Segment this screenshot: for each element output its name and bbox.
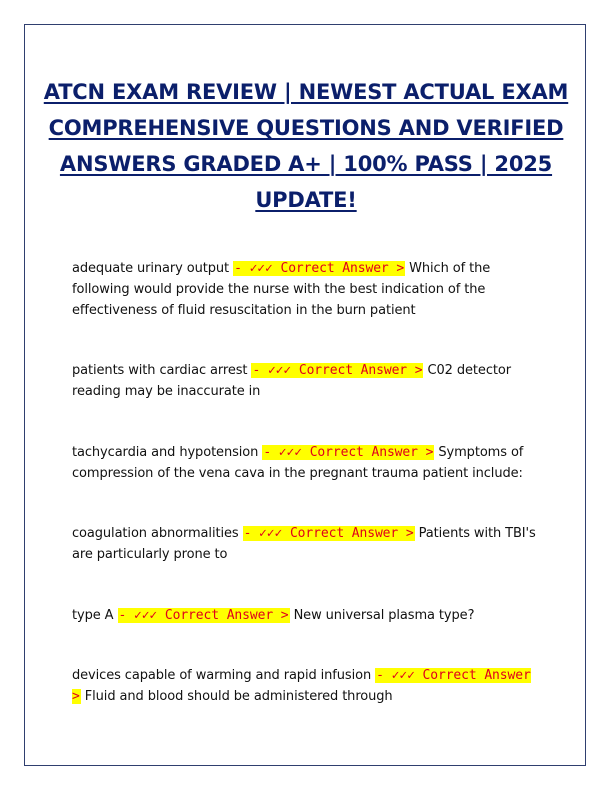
question-text: Symptoms of compression of the vena cava in the pregnant trauma patient include: <box>72 445 524 481</box>
qa-entry <box>72 360 540 402</box>
correct-answer-marker: - ✓✓✓ Correct Answer > <box>72 668 531 704</box>
correct-answer-marker: - ✓✓✓ Correct Answer > <box>243 526 414 541</box>
answer-text: type A <box>72 608 114 623</box>
question-text: New universal plasma type? <box>293 608 475 623</box>
qa-entry <box>72 665 540 707</box>
answer-text: devices capable of warming and rapid infusion <box>72 668 372 683</box>
question-text: Fluid and blood should be administered through <box>84 689 393 704</box>
qa-entry <box>72 258 540 321</box>
question-text: C02 detector reading may be inaccurate in <box>72 363 511 399</box>
answer-text: patients with cardiac arrest <box>72 363 248 378</box>
question-text: Which of the following would provide the nurse with the best indication of the effectiveness of fluid resuscitation in the burn patient <box>72 261 491 318</box>
qa-entry <box>72 442 540 484</box>
document-title: ATCN EXAM REVIEW | NEWEST ACTUAL EXAM COMPREHENSIVE QUESTIONS AND VERIFIED ANSWERS GRADED A+ | 100% PASS | 2025 UPDATE! <box>43 80 569 212</box>
answer-text: adequate urinary output <box>72 261 230 276</box>
answer-text: coagulation abnormalities <box>72 526 239 541</box>
question-text: Patients with TBI's are particularly prone to <box>72 526 536 562</box>
qa-entry <box>72 605 540 626</box>
correct-answer-marker: - ✓✓✓ Correct Answer > <box>252 363 423 378</box>
correct-answer-marker: - ✓✓✓ Correct Answer > <box>234 261 405 276</box>
qa-entry <box>72 523 540 565</box>
correct-answer-marker: - ✓✓✓ Correct Answer > <box>118 608 289 623</box>
correct-answer-marker: - ✓✓✓ Correct Answer > <box>263 445 434 460</box>
answer-text: tachycardia and hypotension <box>72 445 259 460</box>
